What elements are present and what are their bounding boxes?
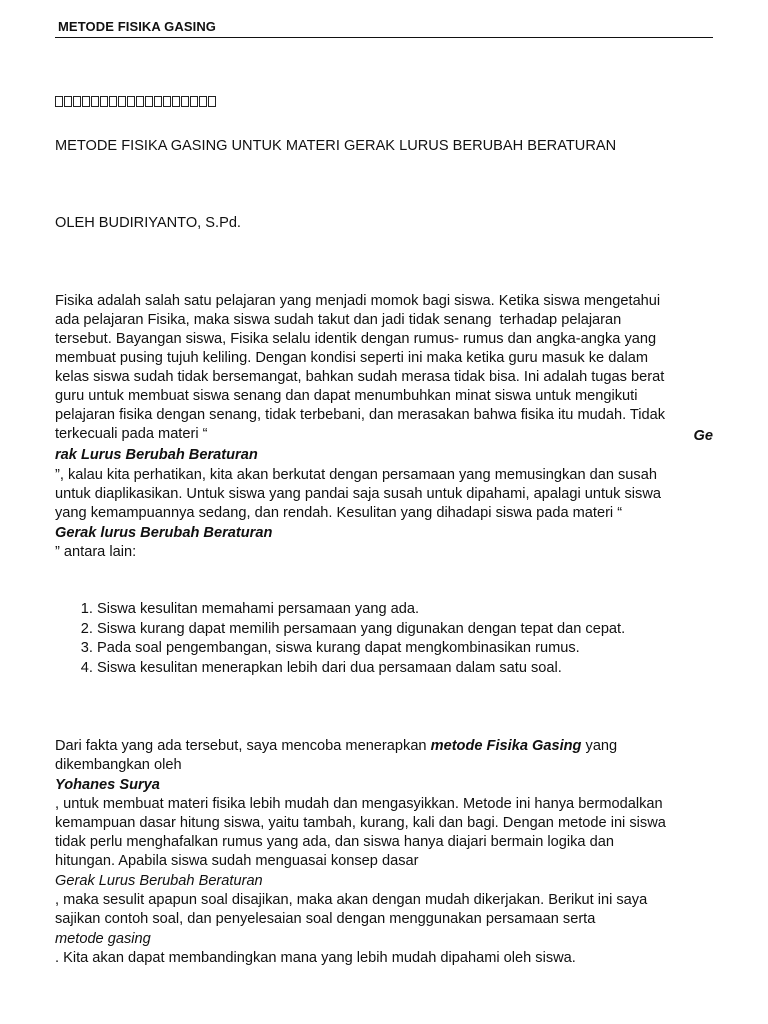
- topic-emphasis-2: Gerak lurus Berubah Beraturan: [55, 525, 273, 541]
- difficulty-list: [55, 600, 717, 678]
- unrendered-glyphs: [55, 96, 216, 110]
- header-title: METODE FISIKA GASING: [58, 19, 217, 34]
- paragraph-intro: Fisika adalah salah satu pelajaran yang menjadi momok bagi siswa. Ketika siswa mengetahui ada pelajaran Fisika, maka siswa sudah takut dan jadi tidak senang terhadap pelajaran tersebut. Bayangan siswa, Fisika selalu identik dengan rumus- rumus dan angka-angka yang membuat pusing tujuh keliling. Dengan kondisi seperti ini maka ketika guru masuk ke dalam kelas siswa sudah tidak bersemangat, bahkan sudah merasa tidak bisa. Ini adalah tugas berat guru untuk membuat siswa senang dan dapat menumbuhkan minat siswa untuk mengikuti pelajaran fisika dengan senang, tidak terbebani, dan merasakan bahwa fisika itu mudah. Tidak terkecuali pada materi “: [55, 293, 666, 442]
- paragraph-benefit: , untuk membuat materi fisika lebih mudah dan mengasyikkan. Metode ini hanya bermodalkan kemampuan dasar hitung siswa, yaitu tambah, kurang, kali dan bagi. Dengan metode ini siswa tidak perlu menghafalkan rumus yang ada, dan siswa hanya diajari bermain logika dan hitungan. Apabila siswa sudah menguasai konsep dasar: [55, 796, 666, 869]
- paragraph-method-after: yang dikembangkan oleh: [55, 738, 618, 773]
- paragraph-method: [55, 737, 715, 775]
- list-item: 4. Siswa kesulitan menerapkan lebih dari dua persamaan dalam satu soal.: [97, 659, 717, 679]
- missing-glyph-box: [55, 96, 63, 107]
- document-title: METODE FISIKA GASING UNTUK MATERI GERAK LURUS BERUBAH BERATURAN: [55, 138, 617, 154]
- method-italic: metode gasing: [55, 931, 151, 947]
- missing-glyph-box: [199, 96, 207, 107]
- page-header: [55, 16, 713, 38]
- missing-glyph-box: [64, 96, 72, 107]
- list-item: 3. Pada soal pengembangan, siswa kurang dapat mengkombinasikan rumus.: [97, 639, 717, 659]
- missing-glyph-box: [172, 96, 180, 107]
- author-line: OLEH BUDIRIYANTO, S.Pd.: [55, 215, 241, 231]
- paragraph-example: , maka sesulit apapun soal disajikan, maka akan dengan mudah dikerjakan. Berikut ini saya sajikan contoh soal, dan penyelesaian soal dengan menggunakan persamaan serta: [55, 892, 648, 927]
- document-page: [55, 0, 715, 1024]
- missing-glyph-box: [127, 96, 135, 107]
- missing-glyph-box: [163, 96, 171, 107]
- missing-glyph-box: [109, 96, 117, 107]
- split-word-fragment: Ge: [693, 428, 713, 444]
- paragraph-difficulty-end: ” antara lain:: [55, 544, 137, 560]
- missing-glyph-box: [91, 96, 99, 107]
- missing-glyph-box: [154, 96, 162, 107]
- topic-italic: Gerak Lurus Berubah Beraturan: [55, 873, 263, 889]
- missing-glyph-box: [82, 96, 90, 107]
- paragraph-method-start: Dari fakta yang ada tersebut, saya mencoba menerapkan: [55, 738, 431, 754]
- missing-glyph-box: [145, 96, 153, 107]
- method-name: metode Fisika Gasing: [430, 738, 582, 754]
- missing-glyph-box: [136, 96, 144, 107]
- paragraph-difficulty: ”, kalau kita perhatikan, kita akan berkutat dengan persamaan yang memusingkan dan susah untuk diaplikasikan. Untuk siswa yang pandai saja susah untuk dipahami, apalagi untuk siswa yang kemampuannya sedang, dan rendah. Kesulitan yang dihadapi siswa pada materi “: [55, 467, 662, 521]
- missing-glyph-box: [208, 96, 216, 107]
- missing-glyph-box: [100, 96, 108, 107]
- topic-emphasis: rak Lurus Berubah Beraturan: [55, 447, 258, 463]
- list-item: 2. Siswa kurang dapat memilih persamaan yang digunakan dengan tepat dan cepat.: [97, 620, 717, 640]
- person-name: Yohanes Surya: [55, 777, 160, 793]
- missing-glyph-box: [118, 96, 126, 107]
- missing-glyph-box: [181, 96, 189, 107]
- list-item: 1. Siswa kesulitan memahami persamaan yang ada.: [97, 600, 717, 620]
- missing-glyph-box: [190, 96, 198, 107]
- paragraph-closing: . Kita akan dapat membandingkan mana yang lebih mudah dipahami oleh siswa.: [55, 950, 576, 966]
- missing-glyph-box: [73, 96, 81, 107]
